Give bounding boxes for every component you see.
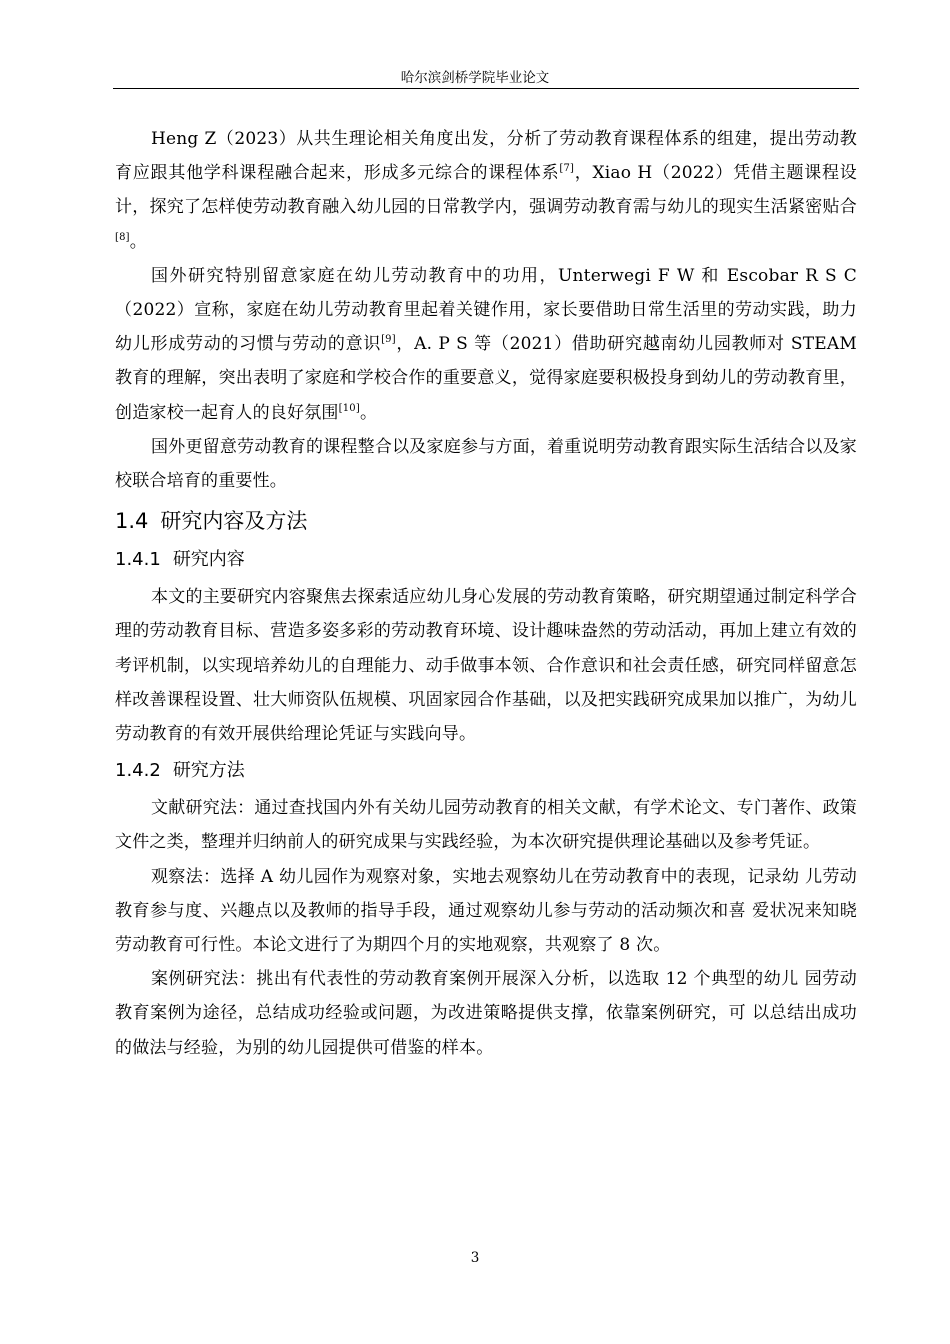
section-title: 研究内容及方法	[160, 509, 308, 534]
paragraph-6: 观察法：选择 A 幼儿园作为观察对象，实地去观察幼儿在劳动教育中的表现，记录幼 儿劳动教育参与度、兴趣点以及教师的指导手段，通过观察幼儿参与劳动的活动频次和喜 爱状况来知晓劳动教育可行性。本论文进行了为期四个月的实地观察，共观察了 8 次。	[115, 866, 857, 956]
citation-10: [10]	[338, 402, 360, 414]
section-heading-1-4-1	[115, 546, 857, 574]
citation-7: [7]	[559, 163, 575, 175]
section-number: 1.4	[115, 509, 149, 534]
header-rule	[113, 88, 859, 89]
paragraph-7: 案例研究法：挑出有代表性的劳动教育案例开展深入分析，以选取 12 个典型的幼儿 园劳动教育案例为途径，总结成功经验或问题，为改进策略提供支撑，依靠案例研究，可 以总结出成功的做法与经验，为别的幼儿园提供可借鉴的样本。	[115, 969, 857, 1058]
page-number: 3	[470, 1250, 480, 1266]
paragraph-1-text-b: ，Xiao H（2022）凭借主题课程设计，探究了怎样使劳动教育融入幼儿园的日常教学内，强调劳动教育需与幼儿的现实生活紧密贴合	[115, 163, 857, 218]
section-title: 研究内容	[172, 549, 245, 571]
citation-8: [8]	[115, 231, 130, 243]
section-number: 1.4.1	[115, 549, 161, 571]
section-heading-1-4	[115, 506, 857, 536]
section-number: 1.4.2	[115, 760, 161, 782]
paragraph-5: 文献研究法：通过查找国内外有关幼儿园劳动教育的相关文献，有学术论文、专门著作、政策文件之类，整理并归纳前人的研究成果与实践经验，为本次研究提供理论基础以及参考凭证。	[115, 798, 857, 853]
paragraph-2-text-a: 国外研究特别留意家庭在幼儿劳动教育中的功用，Unterwegi F W 和 Escobar R S C（2022）宣称，家庭在幼儿劳动教育里起着关键作用，家长要借助日常生活里的劳动实践，助力幼儿形成劳动的习惯与劳动的意识	[115, 265, 857, 355]
document-body	[115, 122, 857, 1065]
paragraph-1	[115, 122, 857, 259]
citation-9: [9]	[381, 334, 396, 346]
paragraph-1-text-c: 。	[129, 231, 147, 252]
paragraph-1-text-a: Heng Z（2023）从共生理论相关角度出发，分析了劳动教育课程体系的组建，提出劳动教育应跟其他学科课程融合起来，形成多元综合的课程体系	[115, 129, 857, 184]
paragraph-2-text-b: ，A. P S 等（2021）借助研究越南幼儿园教师对 STEAM 教育的理解，突出表明了家庭和学校合作的重要意义，觉得家庭要积极投身到幼儿的劳动教育里，创造家校一起育人的良好氛围	[115, 334, 858, 423]
section-title: 研究方法	[172, 760, 245, 782]
running-header: 哈尔滨剑桥学院毕业论文	[400, 70, 550, 86]
paragraph-4: 本文的主要研究内容聚焦去探索适应幼儿身心发展的劳动教育策略，研究期望通过制定科学合理的劳动教育目标、营造多姿多彩的劳动教育环境、设计趣味盎然的劳动活动，再加上建立有效的考评机制，以实现培养幼儿的自理能力、动手做事本领、合作意识和社会责任感，研究同样留意怎样改善课程设置、壮大师资队伍规模、巩固家园合作基础，以及把实践研究成果加以推广，为幼儿劳动教育的有效开展供给理论凭证与实践向导。	[115, 587, 857, 745]
paragraph-2-text-c: 。	[359, 402, 378, 423]
paragraph-2	[115, 259, 857, 430]
section-heading-1-4-2	[115, 757, 857, 785]
paragraph-3: 国外更留意劳动教育的课程整合以及家庭参与方面，着重说明劳动教育跟实际生活结合以及家校联合培育的重要性。	[115, 436, 857, 492]
